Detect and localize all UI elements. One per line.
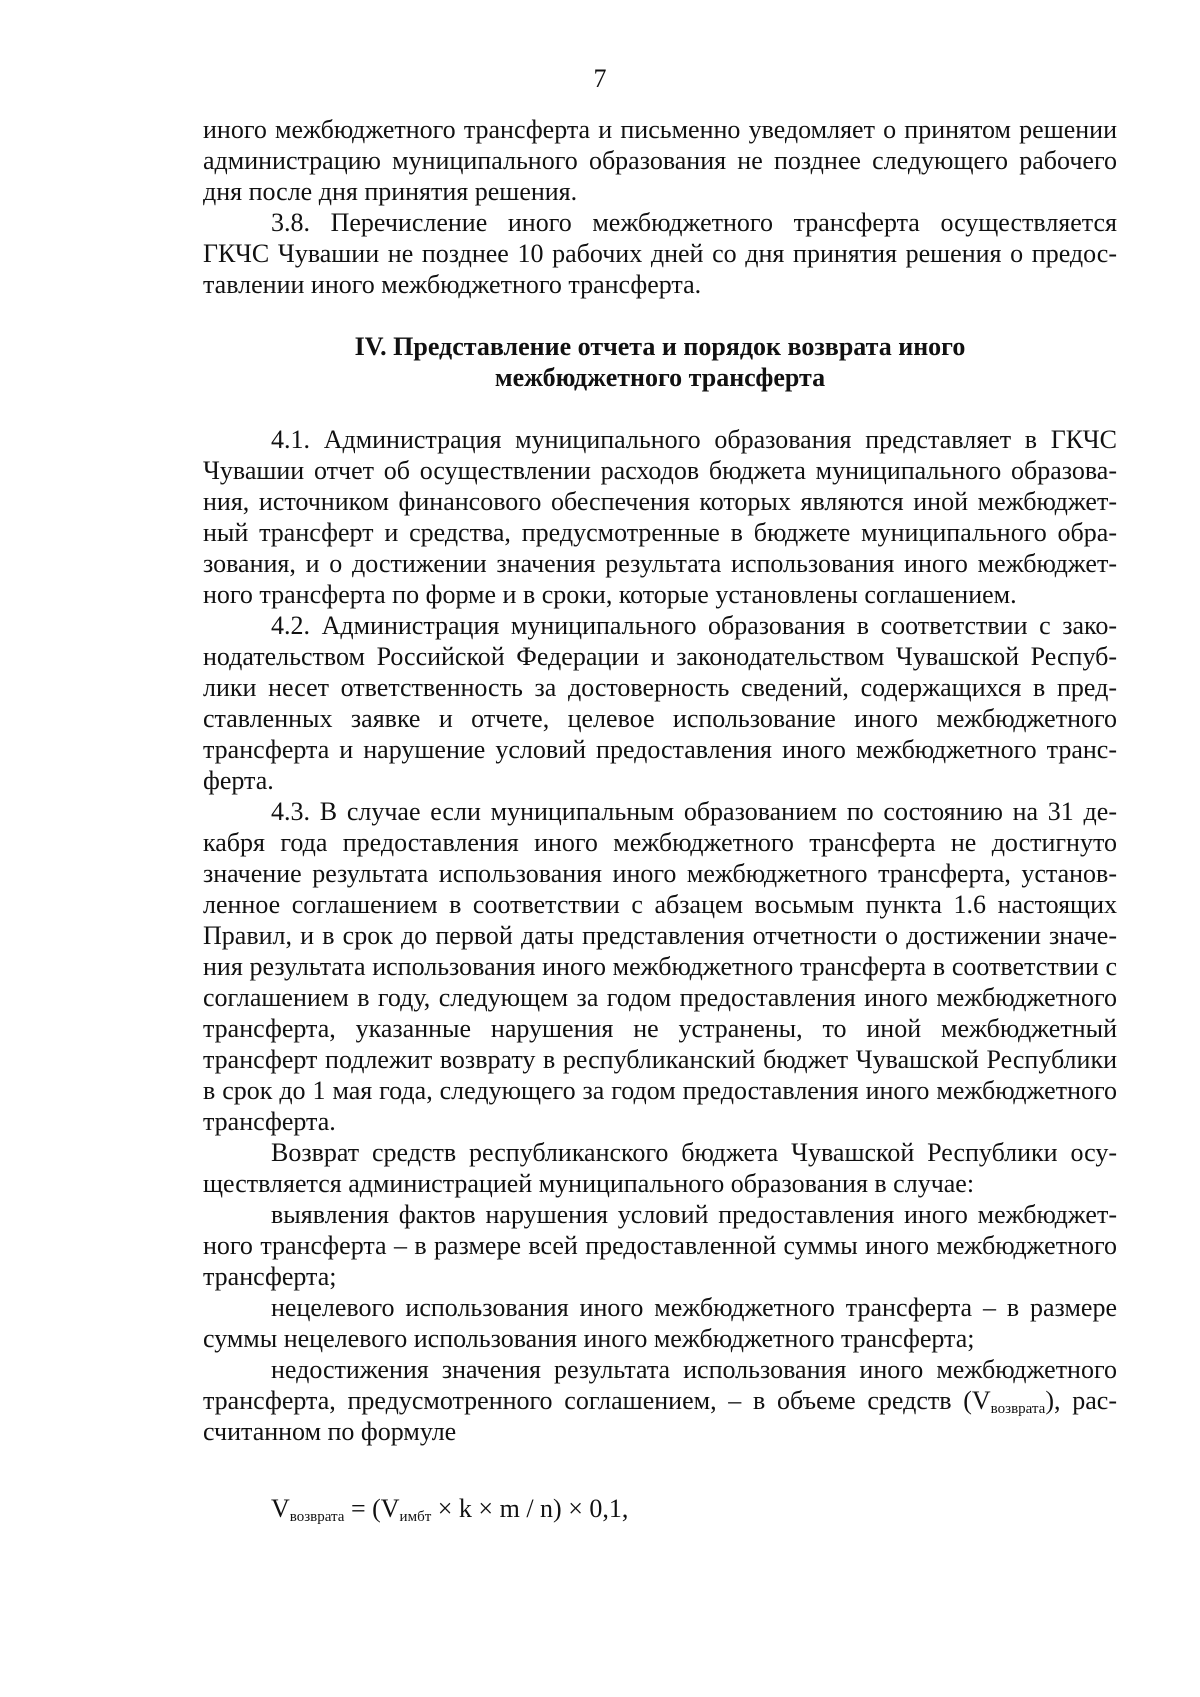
formula-rest: × k × m / n) × 0,1, bbox=[431, 1494, 629, 1523]
section-heading-line1: IV. Представление отчета и порядок возврата иного bbox=[354, 332, 966, 361]
paragraph-misuse-case: нецелевого использования иного межбюджетного трансферта – в размере суммы нецелевого использования иного межбюджетного трансферта; bbox=[203, 1293, 1117, 1353]
paragraph-4-3: 4.3. В случае если муниципальным образованием по состоянию на 31 декабря года предоставления иного межбюджетного трансферта не достигнуто значение результата использования иного межбюджетного трансферта, установленное соглашением в соответствии с абзацем восьмым пункта 1.6 настоящих Правил, и в срок до первой даты представления отчетности о достижении значения результата использования иного межбюджетного трансферта в соответствии с соглашением в году, следующем за годом предоставления иного межбюджетного трансферта, указанные нарушения не устранены, то иной межбюджетный трансферт подлежит возврату в республиканский бюджет Чувашской Республики в срок до 1 мая года, следующего за годом предоставления иного межбюджетного трансферта. bbox=[203, 797, 1117, 1136]
formula-imbt-subscript: имбт bbox=[399, 1509, 432, 1525]
section-heading bbox=[203, 331, 1117, 393]
document-body bbox=[203, 114, 1117, 1524]
paragraph-non-achievement-case bbox=[203, 1354, 1117, 1447]
paragraph-text-before: недостижения значения результата использования иного межбюджетного трансферта, предусмотренного соглашением, – в объеме средств (V bbox=[203, 1355, 1117, 1415]
formula-equals-open: = (V bbox=[344, 1494, 400, 1523]
formula bbox=[203, 1493, 1117, 1524]
paragraph-return-intro: Возврат средств республиканского бюджета Чувашской Республики осуществляется администрацией муниципального образования в случае: bbox=[203, 1138, 1117, 1198]
paragraph-3-8: 3.8. Перечисление иного межбюджетного трансферта осуществляется ГКЧС Чувашии не позднее 10 рабочих дней со дня принятия решения о предоставлении иного межбюджетного трансферта. bbox=[203, 208, 1117, 299]
subscript-vozvrata: возврата bbox=[990, 1401, 1046, 1417]
page-number: 7 bbox=[593, 64, 607, 93]
paragraph-4-2: 4.2. Администрация муниципального образования в соответствии с законодательством Российской Федерации и законодательством Чувашской Республики несет ответственность за достоверность сведений, содержащихся в представленных заявке и отчете, целевое использование иного межбюджетного трансферта и нарушение условий предоставления иного межбюджетного трансферта. bbox=[203, 611, 1117, 795]
paragraph-4-1: 4.1. Администрация муниципального образования представляет в ГКЧС Чувашии отчет об осуществлении расходов бюджета муниципального образования, источником финансового обеспечения которых являются иной межбюджетный трансферт и средства, предусмотренные в бюджете муниципального образования, и о достижении значения результата использования иного межбюджетного трансферта по форме и в сроки, которые установлены соглашением. bbox=[203, 425, 1117, 609]
section-heading-line2: межбюджетного трансферта bbox=[494, 363, 826, 392]
paragraph-violation-case: выявления фактов нарушения условий предоставления иного межбюджетного трансферта – в размере всей предоставленной суммы иного межбюджетного трансферта; bbox=[203, 1200, 1117, 1291]
formula-v-subscript: возврата bbox=[289, 1509, 345, 1525]
paragraph-text-after: ), рассчитанном по формуле bbox=[203, 1386, 1117, 1446]
paragraph-continuation: иного межбюджетного трансферта и письменно уведомляет о принятом решении администрацию муниципального образования не позднее следующего рабочего дня после дня принятия решения. bbox=[203, 115, 1117, 206]
formula-v: V bbox=[271, 1494, 290, 1523]
